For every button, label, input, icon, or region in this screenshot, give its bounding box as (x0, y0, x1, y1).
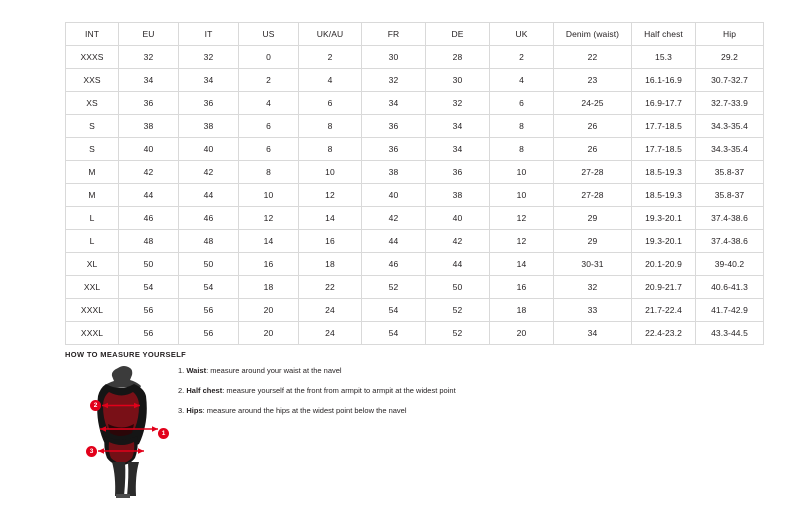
table-cell: 23 (554, 69, 632, 92)
mannequin-leg-right (127, 462, 139, 496)
table-cell: 46 (179, 207, 239, 230)
table-cell: 6 (239, 115, 299, 138)
table-cell: 20 (239, 299, 299, 322)
step-number: 3. (178, 406, 185, 415)
table-cell: 54 (362, 299, 426, 322)
column-header: FR (362, 23, 426, 46)
table-cell: 10 (490, 184, 554, 207)
table-cell: 29 (554, 230, 632, 253)
table-row (66, 299, 764, 322)
measure-step (178, 406, 598, 416)
table-cell: 52 (426, 299, 490, 322)
table-cell: 4 (239, 92, 299, 115)
step-text: : measure around your waist at the navel (206, 366, 342, 375)
table-cell: 34 (179, 69, 239, 92)
table-row (66, 115, 764, 138)
table-cell: 22 (554, 46, 632, 69)
table-cell: 8 (239, 161, 299, 184)
column-header: IT (179, 23, 239, 46)
table-cell: 16.1-16.9 (632, 69, 696, 92)
table-cell: 32 (179, 46, 239, 69)
measurement-figure (60, 362, 180, 502)
column-header: US (239, 23, 299, 46)
table-cell: 43.3-44.5 (696, 322, 764, 345)
badge-half-chest: 2 (90, 400, 101, 411)
table-row (66, 161, 764, 184)
table-cell: XL (66, 253, 119, 276)
table-cell: 34 (426, 138, 490, 161)
table-cell: 18.5-19.3 (632, 161, 696, 184)
table-cell: 24-25 (554, 92, 632, 115)
table-cell: 48 (119, 230, 179, 253)
table-cell: 6 (299, 92, 362, 115)
table-cell: 6 (490, 92, 554, 115)
table-cell: 38 (362, 161, 426, 184)
table-cell: 40 (119, 138, 179, 161)
table-cell: 34 (426, 115, 490, 138)
column-header: EU (119, 23, 179, 46)
table-cell: 36 (119, 92, 179, 115)
table-cell: 52 (362, 276, 426, 299)
table-cell: 12 (239, 207, 299, 230)
table-cell: 46 (362, 253, 426, 276)
table-cell: 36 (362, 115, 426, 138)
table-cell: 56 (179, 322, 239, 345)
table-cell: 17.7-18.5 (632, 138, 696, 161)
table-cell: M (66, 184, 119, 207)
table-cell: 0 (239, 46, 299, 69)
table-cell: 30 (426, 69, 490, 92)
table-cell: XXXS (66, 46, 119, 69)
table-cell: 52 (426, 322, 490, 345)
table-cell: 19.3-20.1 (632, 207, 696, 230)
table-cell: 4 (299, 69, 362, 92)
table-cell: 8 (299, 138, 362, 161)
table-cell: 26 (554, 138, 632, 161)
table-row (66, 276, 764, 299)
table-cell: 56 (179, 299, 239, 322)
table-row (66, 184, 764, 207)
table-cell: 8 (490, 138, 554, 161)
table-cell: 17.7-18.5 (632, 115, 696, 138)
table-cell: 22 (299, 276, 362, 299)
table-row (66, 69, 764, 92)
table-cell: 14 (299, 207, 362, 230)
table-cell: 18 (299, 253, 362, 276)
table-cell: 34 (554, 322, 632, 345)
table-cell: 54 (119, 276, 179, 299)
step-number: 1. (178, 366, 185, 375)
table-cell: 33 (554, 299, 632, 322)
how-to-measure-steps (178, 366, 598, 426)
table-cell: 44 (119, 184, 179, 207)
badge-hips: 3 (86, 446, 97, 457)
table-cell: S (66, 138, 119, 161)
table-cell: 27-28 (554, 161, 632, 184)
step-number: 2. (178, 386, 185, 395)
table-cell: 16.9-17.7 (632, 92, 696, 115)
measure-step (178, 366, 598, 376)
table-cell: 38 (426, 184, 490, 207)
table-cell: 38 (179, 115, 239, 138)
table-cell: 35.8-37 (696, 184, 764, 207)
table-cell: 18.5-19.3 (632, 184, 696, 207)
table-cell: 50 (119, 253, 179, 276)
how-to-measure-title: HOW TO MEASURE YOURSELF (65, 350, 187, 359)
table-cell: 40 (362, 184, 426, 207)
mannequin-bodice (103, 392, 139, 433)
table-row (66, 46, 764, 69)
column-header: Hip (696, 23, 764, 46)
table-cell: 24 (299, 299, 362, 322)
table-cell: 38 (119, 115, 179, 138)
table-cell: XXL (66, 276, 119, 299)
table-row (66, 230, 764, 253)
table-cell: 32 (362, 69, 426, 92)
table-cell: 18 (239, 276, 299, 299)
table-cell: 50 (179, 253, 239, 276)
badge-waist: 1 (158, 428, 169, 439)
step-term: Hips (186, 406, 203, 415)
table-cell: 12 (490, 230, 554, 253)
table-cell: 42 (119, 161, 179, 184)
mannequin-leg-left (112, 462, 125, 496)
table-cell: 46 (119, 207, 179, 230)
table-cell: 8 (299, 115, 362, 138)
mannequin-stand (116, 494, 130, 498)
table-cell: 32 (119, 46, 179, 69)
table-cell: 10 (239, 184, 299, 207)
table-cell: 30-31 (554, 253, 632, 276)
table-cell: 44 (179, 184, 239, 207)
table-cell: 16 (490, 276, 554, 299)
table-cell: 34 (362, 92, 426, 115)
table-cell: 2 (299, 46, 362, 69)
table-cell: 6 (239, 138, 299, 161)
table-cell: 54 (362, 322, 426, 345)
table-cell: 20 (239, 322, 299, 345)
table-cell: 15.3 (632, 46, 696, 69)
table-cell: 30.7-32.7 (696, 69, 764, 92)
table-cell: 2 (239, 69, 299, 92)
table-cell: 30 (362, 46, 426, 69)
table-cell: 16 (299, 230, 362, 253)
table-cell: 34.3-35.4 (696, 138, 764, 161)
table-cell: 20.1-20.9 (632, 253, 696, 276)
table-cell: 36 (179, 92, 239, 115)
table-cell: 34 (119, 69, 179, 92)
table-cell: 2 (490, 46, 554, 69)
table-cell: 27-28 (554, 184, 632, 207)
table-cell: 39-40.2 (696, 253, 764, 276)
table-row (66, 92, 764, 115)
table-cell: 35.8-37 (696, 161, 764, 184)
table-cell: 29.2 (696, 46, 764, 69)
column-header: Half chest (632, 23, 696, 46)
table-cell: 42 (426, 230, 490, 253)
table-cell: 54 (179, 276, 239, 299)
table-row (66, 322, 764, 345)
table-cell: 20.9-21.7 (632, 276, 696, 299)
step-term: Half chest (186, 386, 223, 395)
table-cell: L (66, 207, 119, 230)
table-cell: 21.7-22.4 (632, 299, 696, 322)
table-cell: XS (66, 92, 119, 115)
table-cell: XXXL (66, 299, 119, 322)
table-cell: 29 (554, 207, 632, 230)
column-header: UK/AU (299, 23, 362, 46)
table-cell: 12 (299, 184, 362, 207)
table-cell: 14 (239, 230, 299, 253)
table-cell: M (66, 161, 119, 184)
table-cell: 4 (490, 69, 554, 92)
table-cell: 18 (490, 299, 554, 322)
table-cell: 8 (490, 115, 554, 138)
table-cell: 20 (490, 322, 554, 345)
table-cell: 34.3-35.4 (696, 115, 764, 138)
table-row (66, 253, 764, 276)
column-header: UK (490, 23, 554, 46)
table-cell: 44 (362, 230, 426, 253)
table-header-row (66, 23, 764, 46)
table-cell: 16 (239, 253, 299, 276)
column-header: DE (426, 23, 490, 46)
table-cell: 44 (426, 253, 490, 276)
step-term: Waist (186, 366, 207, 375)
table-cell: 24 (299, 322, 362, 345)
table-cell: 10 (299, 161, 362, 184)
table-cell: XXXL (66, 322, 119, 345)
table-cell: 36 (362, 138, 426, 161)
table-cell: 32 (426, 92, 490, 115)
size-chart-table (65, 22, 764, 345)
column-header: Denim (waist) (554, 23, 632, 46)
table-cell: 40.6-41.3 (696, 276, 764, 299)
step-text: : measure yourself at the front from armpit to armpit at the widest point (222, 386, 456, 395)
table-cell: 41.7-42.9 (696, 299, 764, 322)
table-cell: 56 (119, 299, 179, 322)
table-cell: 32 (554, 276, 632, 299)
table-cell: 28 (426, 46, 490, 69)
table-cell: 22.4-23.2 (632, 322, 696, 345)
table-cell: 40 (179, 138, 239, 161)
table-cell: 37.4-38.6 (696, 230, 764, 253)
size-chart-container (65, 22, 748, 345)
table-cell: 12 (490, 207, 554, 230)
table-cell: 37.4-38.6 (696, 207, 764, 230)
table-cell: L (66, 230, 119, 253)
table-cell: 32.7-33.9 (696, 92, 764, 115)
column-header: INT (66, 23, 119, 46)
table-cell: 40 (426, 207, 490, 230)
table-cell: 42 (179, 161, 239, 184)
table-cell: 36 (426, 161, 490, 184)
table-cell: 56 (119, 322, 179, 345)
step-text: : measure around the hips at the widest point below the navel (202, 406, 407, 415)
table-cell: 19.3-20.1 (632, 230, 696, 253)
table-cell: 48 (179, 230, 239, 253)
table-cell: 10 (490, 161, 554, 184)
table-row (66, 207, 764, 230)
measure-step (178, 386, 598, 396)
table-cell: 26 (554, 115, 632, 138)
table-cell: 14 (490, 253, 554, 276)
table-cell: 42 (362, 207, 426, 230)
table-cell: S (66, 115, 119, 138)
table-cell: XXS (66, 69, 119, 92)
table-cell: 50 (426, 276, 490, 299)
table-row (66, 138, 764, 161)
